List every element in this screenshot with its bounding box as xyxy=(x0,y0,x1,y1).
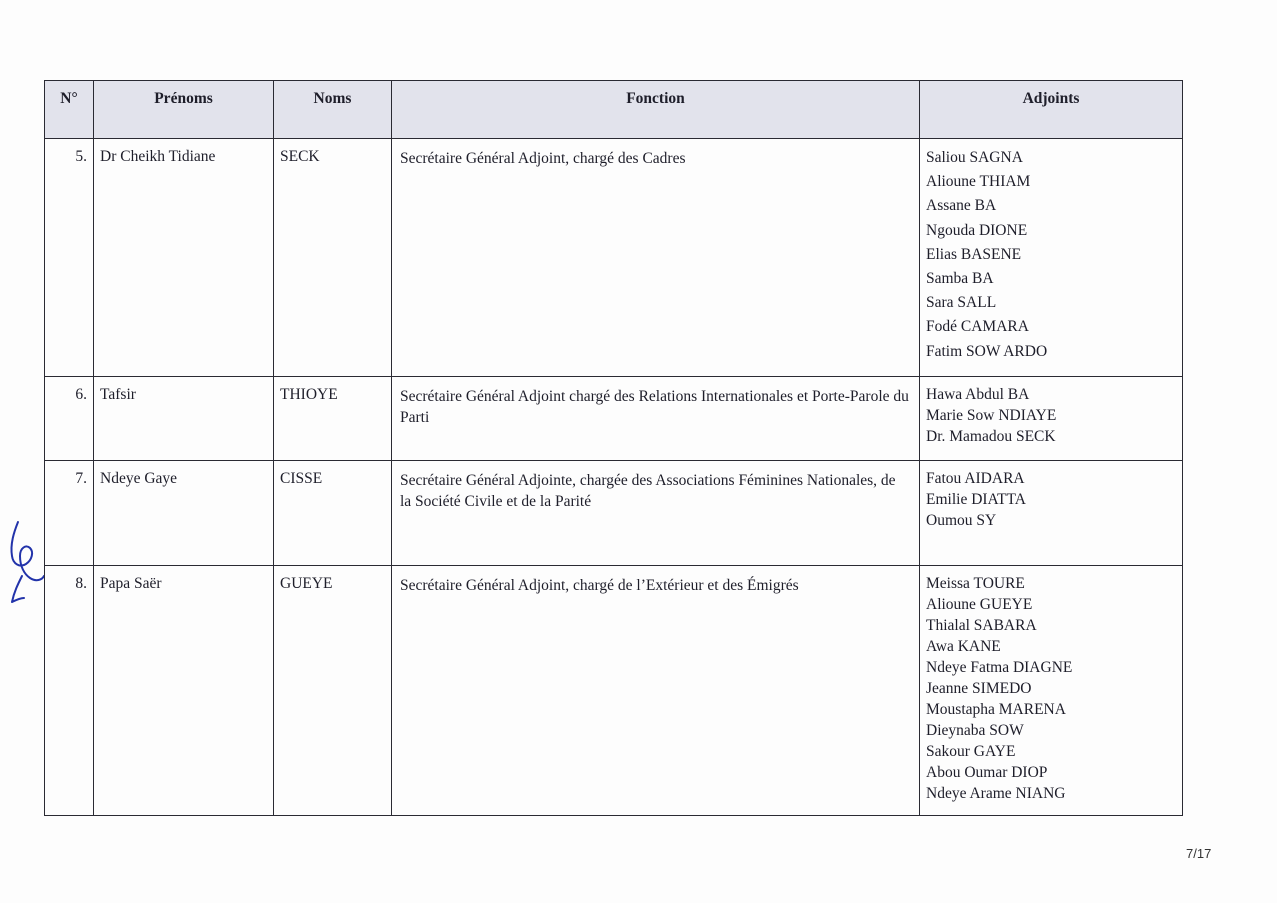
row-fonction: Secrétaire Général Adjoint, chargé de l’Extérieur et des Émigrés xyxy=(392,566,920,816)
adjoint-name: Alioune THIAM xyxy=(926,173,1031,191)
row-fonction: Secrétaire Général Adjoint chargé des Relations Internationales et Porte-Parole du Parti xyxy=(392,377,920,461)
adjoint-name: Samba BA xyxy=(926,270,994,288)
row-noms: GUEYE xyxy=(274,566,392,816)
adjoint-name: Dieynaba SOW xyxy=(926,722,1024,739)
adjoints-list xyxy=(926,384,1176,447)
row-number: 8. xyxy=(45,566,94,816)
adjoint-name: Ndeye Arame NIANG xyxy=(926,785,1066,802)
row-adjoints xyxy=(920,566,1183,816)
row-prenoms: Dr Cheikh Tidiane xyxy=(94,139,274,377)
adjoint-name: Alioune GUEYE xyxy=(926,596,1033,613)
row-noms: SECK xyxy=(274,139,392,377)
adjoint-name: Fodé CAMARA xyxy=(926,318,1029,336)
adjoints-list xyxy=(926,146,1176,364)
header-adjoints: Adjoints xyxy=(920,81,1183,139)
members-table xyxy=(44,80,1183,816)
adjoint-name: Saliou SAGNA xyxy=(926,149,1023,166)
header-fonction: Fonction xyxy=(392,81,920,139)
adjoint-name: Moustapha MARENA xyxy=(926,701,1066,718)
row-number: 7. xyxy=(45,461,94,566)
row-prenoms: Tafsir xyxy=(94,377,274,461)
table-header xyxy=(45,81,1183,139)
adjoint-name: Ngouda DIONE xyxy=(926,221,1028,239)
row-prenoms: Ndeye Gaye xyxy=(94,461,274,566)
adjoint-name: Fatim SOW ARDO xyxy=(926,342,1048,360)
row-number: 6. xyxy=(45,377,94,461)
adjoint-name: Fatou AIDARA xyxy=(926,470,1025,487)
adjoint-name: Hawa Abdul BA xyxy=(926,386,1030,403)
adjoint-name: Assane BA xyxy=(926,197,997,215)
row-number: 5. xyxy=(45,139,94,377)
adjoints-list xyxy=(926,573,1176,804)
adjoint-name: Abou Oumar DIOP xyxy=(926,764,1048,781)
header-noms: Noms xyxy=(274,81,392,139)
row-fonction: Secrétaire Général Adjointe, chargée des Associations Féminines Nationales, de la Société Civile et de la Parité xyxy=(392,461,920,566)
table-row xyxy=(45,377,1183,461)
row-adjoints xyxy=(920,377,1183,461)
adjoint-name: Sara SALL xyxy=(926,294,997,312)
header-num: N° xyxy=(45,81,94,139)
adjoint-name: Thialal SABARA xyxy=(926,617,1037,634)
row-adjoints xyxy=(920,461,1183,566)
adjoint-name: Oumou SY xyxy=(926,512,997,529)
adjoint-name: Jeanne SIMEDO xyxy=(926,680,1032,697)
adjoint-name: Awa KANE xyxy=(926,638,1001,655)
table-row xyxy=(45,461,1183,566)
adjoint-name: Sakour GAYE xyxy=(926,743,1016,760)
row-fonction: Secrétaire Général Adjoint, chargé des Cadres xyxy=(392,139,920,377)
handwritten-initials xyxy=(4,520,48,604)
row-noms: CISSE xyxy=(274,461,392,566)
adjoint-name: Elias BASENE xyxy=(926,245,1022,263)
adjoint-name: Ndeye Fatma DIAGNE xyxy=(926,659,1073,676)
row-adjoints xyxy=(920,139,1183,377)
table-row xyxy=(45,139,1183,377)
adjoint-name: Dr. Mamadou SECK xyxy=(926,428,1056,445)
page-number: 7/17 xyxy=(1186,846,1212,861)
adjoint-name: Emilie DIATTA xyxy=(926,491,1026,508)
row-noms: THIOYE xyxy=(274,377,392,461)
table-row xyxy=(45,566,1183,816)
row-prenoms: Papa Saër xyxy=(94,566,274,816)
adjoint-name: Meissa TOURE xyxy=(926,575,1025,592)
adjoints-list xyxy=(926,468,1176,531)
header-prenoms: Prénoms xyxy=(94,81,274,139)
adjoint-name: Marie Sow NDIAYE xyxy=(926,407,1057,424)
